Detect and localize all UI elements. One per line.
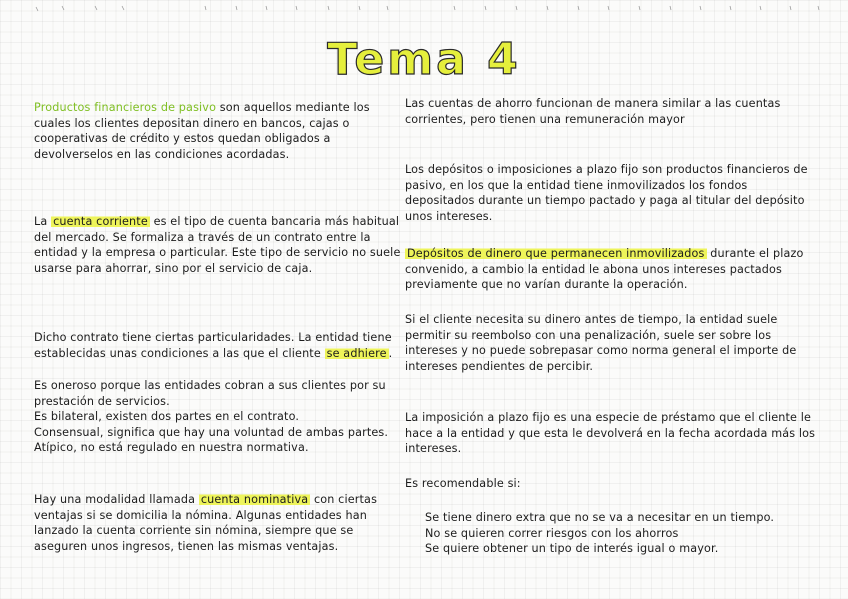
feature-consensual: Consensual, significa que hay una voluntad de ambas partes.	[34, 425, 389, 439]
term-se-adhiere: se adhiere	[326, 346, 387, 360]
paragraph-productos-pasivo	[34, 100, 406, 162]
feature-oneroso: Es oneroso porque las entidades cobran a sus clientes por su prestación de servicios.	[34, 379, 386, 408]
list-item: Se tiene dinero extra que no se va a necesitar en un tiempo.	[425, 511, 775, 524]
paragraph-text: durante el plazo convenido, a cambio la entidad le abona unos intereses pactados previamente que no varían durante la operación.	[405, 247, 804, 292]
paragraph-cuentas-ahorro: Las cuentas de ahorro funcionan de manera similar a las cuentas corrientes, pero tienen una remuneración mayor	[405, 97, 781, 126]
paragraph-imposicion: La imposición a plazo fijo es una especie de préstamo que el cliente le hace a la entidad y que esta le devolverá en la fecha acordada más los intereses.	[405, 411, 816, 456]
recommendation-list	[425, 510, 817, 557]
paragraph-text: es el tipo de cuenta bancaria más habitual del mercado. Se formaliza a través de un contrato entre la entidad y la empresa o particular. Este tipo de servicio no suele usarse para ahorrar, sino por el servicio de caja.	[34, 215, 401, 275]
paragraph-depositos: Los depósitos o imposiciones a plazo fijo son productos financieros de pasivo, en los que la entidad tiene inmovilizados los fondos depositados durante un tiempo pactado y paga al titular del depósito unos intereses.	[405, 163, 808, 223]
paragraph-contrato	[34, 330, 406, 361]
paragraph-text: son aquellos mediante los cuales los clientes depositan dinero en bancos, cajas o cooperativas de crédito y estos quedan obligados a devolverselos en las condiciones acordadas.	[34, 101, 370, 161]
paragraph-recomendable: Es recomendable si:	[405, 477, 521, 490]
list-item: Se quiere obtener un tipo de interés igual o mayor.	[425, 542, 719, 556]
paragraph-text: Hay una modalidad llamada	[34, 493, 199, 506]
paragraph-text: con ciertas ventajas si se domicilia la nómina. Algunas entidades han lanzado la cuenta corriente sin nómina, siempre que se aseguren unos ingresos, tienen las mismas ventajas.	[34, 493, 378, 553]
term-cuenta-corriente: cuenta corriente	[53, 215, 148, 228]
paragraph-text: .	[388, 346, 393, 360]
paragraph-text: La	[34, 215, 52, 228]
term-cuenta-nominativa: cuenta nominativa	[200, 493, 309, 506]
paragraph-text: Dicho contrato tiene ciertas particularidades. La entidad tiene establecidas unas condiciones a las que el cliente	[34, 331, 392, 360]
right-column	[405, 0, 817, 599]
page-title: Tema 4	[327, 34, 521, 85]
paragraph-depositos-inmovilizados	[405, 246, 817, 293]
paragraph-cuenta-corriente	[34, 214, 406, 276]
feature-bilateral: Es bilateral, existen dos partes en el contrato.	[34, 410, 300, 424]
left-column	[34, 0, 406, 599]
term-depositos-inmovilizados: Depósitos de dinero que permanecen inmovilizados	[407, 247, 705, 260]
feature-atipico: Atípico, no está regulado en nuestra normativa.	[34, 441, 309, 455]
list-item: No se quieren correr riesgos con los ahorros	[425, 526, 679, 540]
paragraph-cuenta-nominativa	[34, 492, 406, 554]
term-productos-pasivo: Productos financieros de pasivo	[34, 101, 217, 114]
paragraph-caracteristicas	[34, 378, 406, 456]
paragraph-reembolso: Si el cliente necesita su dinero antes de tiempo, la entidad suele permitir su reembolso con una penalización, suele ser sobre los intereses y no puede sobrepasar como norma general el importe de intereses pendientes de percibir.	[405, 313, 797, 373]
